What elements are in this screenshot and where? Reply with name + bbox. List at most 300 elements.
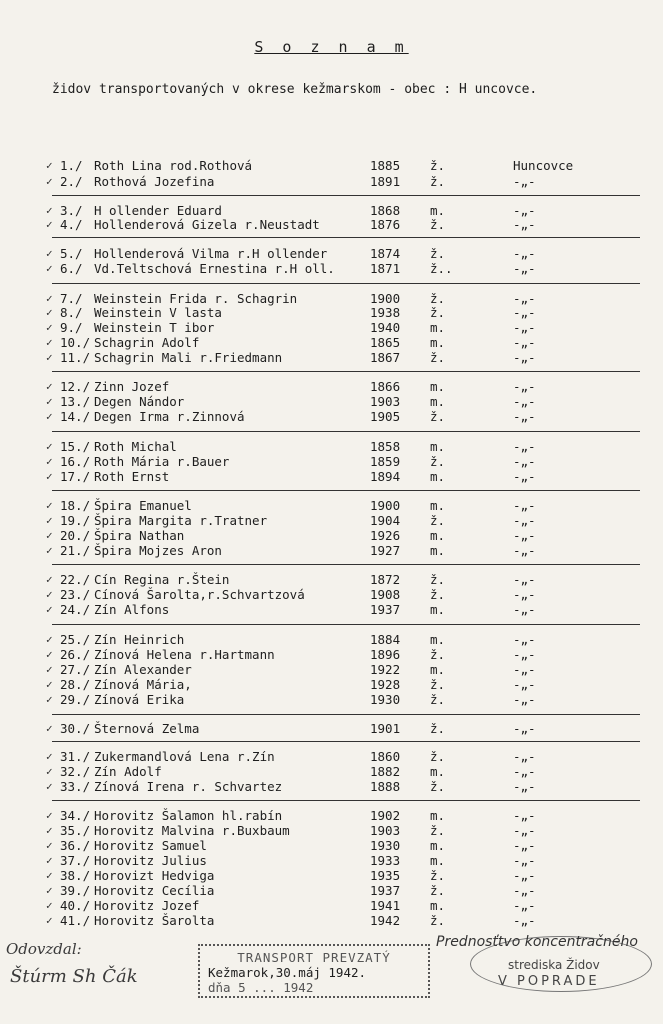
person-name: Horovitz Julius bbox=[94, 853, 207, 868]
person-name: Horovitz Cecília bbox=[94, 883, 215, 898]
residence: -„- bbox=[513, 662, 536, 677]
stamp-title: TRANSPORT PREVZATÝ bbox=[237, 950, 391, 965]
sex-marker: ž. bbox=[430, 913, 446, 928]
residence: -„- bbox=[513, 528, 536, 543]
entry-number: 28./ bbox=[60, 677, 91, 692]
transport-received-stamp bbox=[198, 944, 430, 998]
entry-number: 1./ bbox=[60, 158, 83, 173]
check-mark: ✓ bbox=[46, 410, 53, 423]
person-name: Weinstein T ibor bbox=[94, 320, 215, 335]
person-name: Cín Regina r.Štein bbox=[94, 572, 230, 587]
birth-year: 1908 bbox=[370, 587, 401, 602]
sex-marker: m. bbox=[430, 543, 446, 558]
check-mark: ✓ bbox=[46, 899, 53, 912]
birth-year: 1903 bbox=[370, 394, 401, 409]
sex-marker: m. bbox=[430, 439, 446, 454]
entry-number: 5./ bbox=[60, 246, 83, 261]
sex-marker: m. bbox=[430, 898, 446, 913]
residence: -„- bbox=[513, 868, 536, 883]
sex-marker: ž. bbox=[430, 158, 446, 173]
birth-year: 1884 bbox=[370, 632, 401, 647]
person-name: Schagrin Mali r.Friedmann bbox=[94, 350, 283, 365]
check-mark: ✓ bbox=[46, 204, 53, 217]
handover-signature-block bbox=[6, 940, 138, 987]
person-name: Zinn Jozef bbox=[94, 379, 170, 394]
entry-number: 35./ bbox=[60, 823, 91, 838]
check-mark: ✓ bbox=[46, 440, 53, 453]
person-name: Zukermandlová Lena r.Zín bbox=[94, 749, 275, 764]
stamp-line-2: strediska Židov bbox=[508, 958, 600, 972]
birth-year: 1927 bbox=[370, 543, 401, 558]
residence: -„- bbox=[513, 409, 536, 424]
birth-year: 1874 bbox=[370, 246, 401, 261]
residence: -„- bbox=[513, 394, 536, 409]
birth-year: 1933 bbox=[370, 853, 401, 868]
entry-number: 22./ bbox=[60, 572, 91, 587]
check-mark: ✓ bbox=[46, 470, 53, 483]
residence: -„- bbox=[513, 779, 536, 794]
entry-number: 33./ bbox=[60, 779, 91, 794]
entry-number: 10./ bbox=[60, 335, 91, 350]
entry-number: 29./ bbox=[60, 692, 91, 707]
person-name: Zínová Mária, bbox=[94, 677, 192, 692]
list-item bbox=[0, 587, 663, 602]
residence: -„- bbox=[513, 350, 536, 365]
person-name: Zín Alexander bbox=[94, 662, 192, 677]
list-item bbox=[0, 335, 663, 350]
check-mark: ✓ bbox=[46, 722, 53, 735]
list-item bbox=[0, 320, 663, 335]
residence: -„- bbox=[513, 647, 536, 662]
person-name: Zín Adolf bbox=[94, 764, 162, 779]
list-item bbox=[0, 158, 663, 173]
check-mark: ✓ bbox=[46, 306, 53, 319]
residence: -„- bbox=[513, 498, 536, 513]
birth-year: 1896 bbox=[370, 647, 401, 662]
residence: -„- bbox=[513, 335, 536, 350]
group-divider bbox=[52, 624, 640, 625]
list-item bbox=[0, 808, 663, 823]
entry-number: 7./ bbox=[60, 291, 83, 306]
list-item bbox=[0, 602, 663, 617]
check-mark: ✓ bbox=[46, 175, 53, 188]
sex-marker: m. bbox=[430, 498, 446, 513]
birth-year: 1868 bbox=[370, 203, 401, 218]
person-name: Degen Nándor bbox=[94, 394, 185, 409]
group-divider bbox=[52, 714, 640, 715]
entry-number: 16./ bbox=[60, 454, 91, 469]
person-name: Špira Emanuel bbox=[94, 498, 192, 513]
entry-number: 24./ bbox=[60, 602, 91, 617]
check-mark: ✓ bbox=[46, 321, 53, 334]
sex-marker: ž. bbox=[430, 350, 446, 365]
check-mark: ✓ bbox=[46, 351, 53, 364]
list-item bbox=[0, 913, 663, 928]
birth-year: 1882 bbox=[370, 764, 401, 779]
group-divider bbox=[52, 371, 640, 372]
person-name: Rothová Jozefina bbox=[94, 174, 215, 189]
person-name: Zínová Helena r.Hartmann bbox=[94, 647, 275, 662]
check-mark: ✓ bbox=[46, 247, 53, 260]
birth-year: 1930 bbox=[370, 838, 401, 853]
person-name: Horovitz Samuel bbox=[94, 838, 207, 853]
person-name: H ollender Eduard bbox=[94, 203, 222, 218]
check-mark: ✓ bbox=[46, 603, 53, 616]
residence: -„- bbox=[513, 898, 536, 913]
entry-number: 4./ bbox=[60, 217, 83, 232]
person-name: Degen Irma r.Zinnová bbox=[94, 409, 245, 424]
check-mark: ✓ bbox=[46, 573, 53, 586]
check-mark: ✓ bbox=[46, 693, 53, 706]
check-mark: ✓ bbox=[46, 824, 53, 837]
birth-year: 1888 bbox=[370, 779, 401, 794]
entry-number: 40./ bbox=[60, 898, 91, 913]
person-name: Cínová Šarolta,r.Schvartzová bbox=[94, 587, 305, 602]
sex-marker: ž. bbox=[430, 692, 446, 707]
birth-year: 1903 bbox=[370, 823, 401, 838]
entry-number: 20./ bbox=[60, 528, 91, 543]
birth-year: 1902 bbox=[370, 808, 401, 823]
list-item bbox=[0, 692, 663, 707]
entry-number: 30./ bbox=[60, 721, 91, 736]
list-item bbox=[0, 838, 663, 853]
document-title: S o z n a m bbox=[254, 38, 409, 56]
residence: -„- bbox=[513, 261, 536, 276]
check-mark: ✓ bbox=[46, 455, 53, 468]
sex-marker: ž.. bbox=[430, 261, 453, 276]
birth-year: 1941 bbox=[370, 898, 401, 913]
entry-number: 19./ bbox=[60, 513, 91, 528]
check-mark: ✓ bbox=[46, 529, 53, 542]
check-mark: ✓ bbox=[46, 395, 53, 408]
birth-year: 1866 bbox=[370, 379, 401, 394]
person-name: Horovitz Jozef bbox=[94, 898, 200, 913]
check-mark: ✓ bbox=[46, 765, 53, 778]
person-name: Zín Alfons bbox=[94, 602, 170, 617]
birth-year: 1894 bbox=[370, 469, 401, 484]
group-divider bbox=[52, 283, 640, 284]
sex-marker: m. bbox=[430, 528, 446, 543]
birth-year: 1905 bbox=[370, 409, 401, 424]
sex-marker: ž. bbox=[430, 779, 446, 794]
residence: -„- bbox=[513, 883, 536, 898]
list-item bbox=[0, 721, 663, 736]
check-mark: ✓ bbox=[46, 884, 53, 897]
residence: Huncovce bbox=[513, 158, 574, 173]
sex-marker: m. bbox=[430, 662, 446, 677]
person-name: Špira Nathan bbox=[94, 528, 185, 543]
entry-number: 3./ bbox=[60, 203, 83, 218]
list-item bbox=[0, 749, 663, 764]
residence: -„- bbox=[513, 602, 536, 617]
sex-marker: ž. bbox=[430, 868, 446, 883]
birth-year: 1891 bbox=[370, 174, 401, 189]
entry-number: 9./ bbox=[60, 320, 83, 335]
list-item bbox=[0, 217, 663, 232]
sex-marker: ž. bbox=[430, 291, 446, 306]
person-name: Horovitz Malvina r.Buxbaum bbox=[94, 823, 290, 838]
residence: -„- bbox=[513, 587, 536, 602]
entry-number: 31./ bbox=[60, 749, 91, 764]
list-item bbox=[0, 764, 663, 779]
residence: -„- bbox=[513, 217, 536, 232]
check-mark: ✓ bbox=[46, 750, 53, 763]
person-name: Špira Mojzes Aron bbox=[94, 543, 222, 558]
check-mark: ✓ bbox=[46, 914, 53, 927]
birth-year: 1904 bbox=[370, 513, 401, 528]
birth-year: 1876 bbox=[370, 217, 401, 232]
birth-year: 1922 bbox=[370, 662, 401, 677]
sex-marker: m. bbox=[430, 602, 446, 617]
stamp-day: dňa 5 ... 1942 bbox=[208, 980, 314, 995]
sex-marker: m. bbox=[430, 838, 446, 853]
person-name: Weinstein Frida r. Schagrin bbox=[94, 291, 298, 306]
birth-year: 1867 bbox=[370, 350, 401, 365]
person-name: Zínová Irena r. Schvartez bbox=[94, 779, 283, 794]
check-mark: ✓ bbox=[46, 380, 53, 393]
list-item bbox=[0, 261, 663, 276]
entry-number: 18./ bbox=[60, 498, 91, 513]
sex-marker: ž. bbox=[430, 823, 446, 838]
birth-year: 1935 bbox=[370, 868, 401, 883]
check-mark: ✓ bbox=[46, 514, 53, 527]
list-item bbox=[0, 454, 663, 469]
residence: -„- bbox=[513, 749, 536, 764]
residence: -„- bbox=[513, 291, 536, 306]
check-mark: ✓ bbox=[46, 544, 53, 557]
entry-number: 38./ bbox=[60, 868, 91, 883]
sex-marker: ž. bbox=[430, 721, 446, 736]
residence: -„- bbox=[513, 305, 536, 320]
sex-marker: ž. bbox=[430, 305, 446, 320]
birth-year: 1930 bbox=[370, 692, 401, 707]
birth-year: 1858 bbox=[370, 439, 401, 454]
person-name: Horovitz Šalamon hl.rabín bbox=[94, 808, 283, 823]
sex-marker: ž. bbox=[430, 217, 446, 232]
check-mark: ✓ bbox=[46, 678, 53, 691]
birth-year: 1937 bbox=[370, 602, 401, 617]
check-mark: ✓ bbox=[46, 780, 53, 793]
residence: -„- bbox=[513, 677, 536, 692]
list-item bbox=[0, 647, 663, 662]
birth-year: 1872 bbox=[370, 572, 401, 587]
list-item bbox=[0, 868, 663, 883]
person-name: Špira Margita r.Tratner bbox=[94, 513, 268, 528]
sex-marker: ž. bbox=[430, 409, 446, 424]
group-divider bbox=[52, 195, 640, 196]
sex-marker: ž. bbox=[430, 587, 446, 602]
birth-year: 1901 bbox=[370, 721, 401, 736]
residence: -„- bbox=[513, 692, 536, 707]
check-mark: ✓ bbox=[46, 292, 53, 305]
entry-number: 23./ bbox=[60, 587, 91, 602]
residence: -„- bbox=[513, 439, 536, 454]
residence: -„- bbox=[513, 543, 536, 558]
list-item bbox=[0, 203, 663, 218]
sex-marker: m. bbox=[430, 469, 446, 484]
list-item bbox=[0, 572, 663, 587]
group-divider bbox=[52, 431, 640, 432]
list-item bbox=[0, 898, 663, 913]
person-name: Weinstein V lasta bbox=[94, 305, 222, 320]
birth-year: 1926 bbox=[370, 528, 401, 543]
person-name: Vd.Teltschová Ernestina r.H oll. bbox=[94, 261, 335, 276]
residence: -„- bbox=[513, 838, 536, 853]
residence: -„- bbox=[513, 174, 536, 189]
list-item bbox=[0, 174, 663, 189]
person-name: Horovitz Šarolta bbox=[94, 913, 215, 928]
residence: -„- bbox=[513, 469, 536, 484]
sex-marker: ž. bbox=[430, 174, 446, 189]
person-name: Roth Lina rod.Rothová bbox=[94, 158, 253, 173]
list-item bbox=[0, 543, 663, 558]
sex-marker: ž. bbox=[430, 454, 446, 469]
check-mark: ✓ bbox=[46, 588, 53, 601]
group-divider bbox=[52, 800, 640, 801]
check-mark: ✓ bbox=[46, 648, 53, 661]
entry-number: 13./ bbox=[60, 394, 91, 409]
list-item bbox=[0, 632, 663, 647]
entry-number: 25./ bbox=[60, 632, 91, 647]
entry-number: 15./ bbox=[60, 439, 91, 454]
check-mark: ✓ bbox=[46, 854, 53, 867]
entry-number: 36./ bbox=[60, 838, 91, 853]
entry-number: 14./ bbox=[60, 409, 91, 424]
birth-year: 1900 bbox=[370, 291, 401, 306]
group-divider bbox=[52, 564, 640, 565]
list-item bbox=[0, 853, 663, 868]
residence: -„- bbox=[513, 320, 536, 335]
sex-marker: ž. bbox=[430, 883, 446, 898]
residence: -„- bbox=[513, 823, 536, 838]
birth-year: 1871 bbox=[370, 261, 401, 276]
birth-year: 1928 bbox=[370, 677, 401, 692]
residence: -„- bbox=[513, 913, 536, 928]
entry-number: 37./ bbox=[60, 853, 91, 868]
sex-marker: ž. bbox=[430, 647, 446, 662]
birth-year: 1859 bbox=[370, 454, 401, 469]
list-item bbox=[0, 662, 663, 677]
sex-marker: ž. bbox=[430, 246, 446, 261]
residence: -„- bbox=[513, 203, 536, 218]
stamp-line-3: V POPRADE bbox=[498, 974, 600, 989]
entry-number: 21./ bbox=[60, 543, 91, 558]
group-divider bbox=[52, 490, 640, 491]
birth-year: 1900 bbox=[370, 498, 401, 513]
sex-marker: m. bbox=[430, 764, 446, 779]
entry-number: 34./ bbox=[60, 808, 91, 823]
person-name: Schagrin Adolf bbox=[94, 335, 200, 350]
sex-marker: m. bbox=[430, 203, 446, 218]
entry-number: 32./ bbox=[60, 764, 91, 779]
stamp-line-1: Prednosťtvo koncentračného bbox=[436, 934, 638, 950]
handover-label: Odovzdal: bbox=[6, 940, 82, 958]
check-mark: ✓ bbox=[46, 663, 53, 676]
list-item bbox=[0, 394, 663, 409]
sex-marker: m. bbox=[430, 320, 446, 335]
list-item bbox=[0, 528, 663, 543]
birth-year: 1942 bbox=[370, 913, 401, 928]
handover-signature: Štúrm Sh Čák bbox=[10, 966, 138, 987]
list-item bbox=[0, 291, 663, 306]
sex-marker: m. bbox=[430, 335, 446, 350]
list-item bbox=[0, 439, 663, 454]
check-mark: ✓ bbox=[46, 809, 53, 822]
residence: -„- bbox=[513, 721, 536, 736]
person-name: Roth Ernst bbox=[94, 469, 170, 484]
birth-year: 1865 bbox=[370, 335, 401, 350]
list-item bbox=[0, 883, 663, 898]
sex-marker: m. bbox=[430, 808, 446, 823]
check-mark: ✓ bbox=[46, 336, 53, 349]
list-item bbox=[0, 409, 663, 424]
check-mark: ✓ bbox=[46, 633, 53, 646]
residence: -„- bbox=[513, 853, 536, 868]
list-item bbox=[0, 498, 663, 513]
list-item bbox=[0, 350, 663, 365]
residence: -„- bbox=[513, 379, 536, 394]
birth-year: 1860 bbox=[370, 749, 401, 764]
entry-number: 41./ bbox=[60, 913, 91, 928]
entry-number: 27./ bbox=[60, 662, 91, 677]
check-mark: ✓ bbox=[46, 218, 53, 231]
document-subtitle: židov transportovaných v okrese kežmarskom - obec : H uncovce. bbox=[52, 82, 538, 97]
residence: -„- bbox=[513, 632, 536, 647]
birth-year: 1938 bbox=[370, 305, 401, 320]
person-name: Zín Heinrich bbox=[94, 632, 185, 647]
entry-number: 26./ bbox=[60, 647, 91, 662]
residence: -„- bbox=[513, 808, 536, 823]
birth-year: 1937 bbox=[370, 883, 401, 898]
entry-number: 39./ bbox=[60, 883, 91, 898]
entry-number: 8./ bbox=[60, 305, 83, 320]
check-mark: ✓ bbox=[46, 839, 53, 852]
sex-marker: m. bbox=[430, 853, 446, 868]
sex-marker: ž. bbox=[430, 513, 446, 528]
sex-marker: m. bbox=[430, 632, 446, 647]
residence: -„- bbox=[513, 572, 536, 587]
person-name: Horovizt Hedviga bbox=[94, 868, 215, 883]
entry-number: 2./ bbox=[60, 174, 83, 189]
list-item bbox=[0, 513, 663, 528]
person-name: Hollenderová Gizela r.Neustadt bbox=[94, 217, 320, 232]
person-name: Šternová Zelma bbox=[94, 721, 200, 736]
entry-number: 6./ bbox=[60, 261, 83, 276]
birth-year: 1940 bbox=[370, 320, 401, 335]
birth-year: 1885 bbox=[370, 158, 401, 173]
sex-marker: ž. bbox=[430, 572, 446, 587]
list-item bbox=[0, 469, 663, 484]
sex-marker: m. bbox=[430, 379, 446, 394]
residence: -„- bbox=[513, 246, 536, 261]
residence: -„- bbox=[513, 454, 536, 469]
check-mark: ✓ bbox=[46, 869, 53, 882]
check-mark: ✓ bbox=[46, 262, 53, 275]
check-mark: ✓ bbox=[46, 159, 53, 172]
sex-marker: ž. bbox=[430, 677, 446, 692]
list-item bbox=[0, 677, 663, 692]
list-item bbox=[0, 246, 663, 261]
group-divider bbox=[52, 237, 640, 238]
entry-number: 12./ bbox=[60, 379, 91, 394]
list-item bbox=[0, 305, 663, 320]
stamp-place-date: Kežmarok,30.máj 1942. bbox=[208, 965, 367, 980]
sex-marker: ž. bbox=[430, 749, 446, 764]
person-name: Roth Michal bbox=[94, 439, 177, 454]
person-name: Zínová Erika bbox=[94, 692, 185, 707]
list-item bbox=[0, 779, 663, 794]
check-mark: ✓ bbox=[46, 499, 53, 512]
